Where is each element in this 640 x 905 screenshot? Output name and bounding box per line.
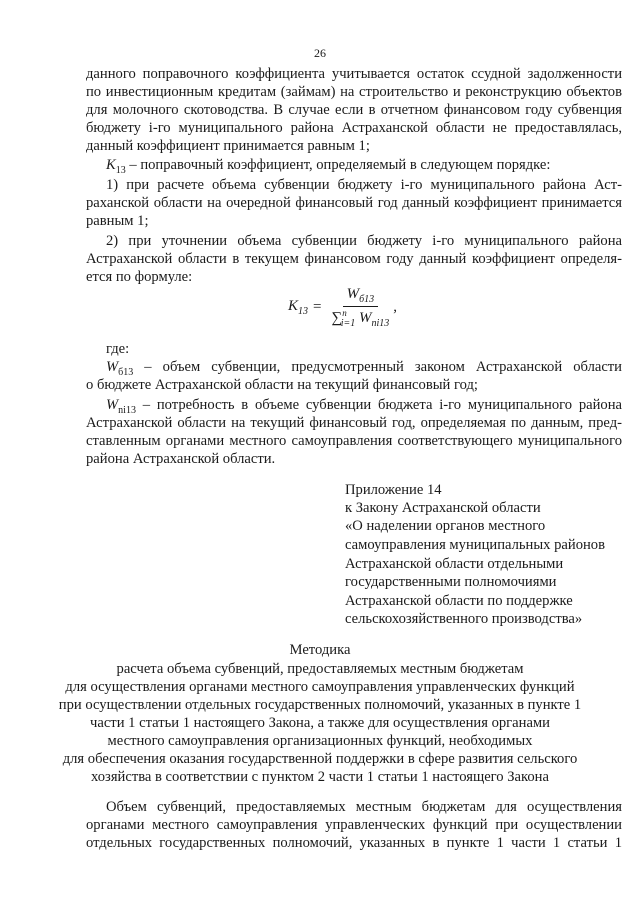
para1-line: для молочного скотоводства. В случае если в отчетном финансовом году субвенция <box>86 102 622 118</box>
formula-lhs: $K_{13}$ <box>288 298 309 317</box>
formula-equals: = <box>313 299 322 315</box>
appendix-line: Астраханской области отдельными <box>345 556 564 572</box>
final-para-line: отдельных государственных полномочий, указанных в пункте 1 части 1 статьи 1 <box>86 835 622 851</box>
item2-line: Астраханской области в текущем финансовом году данный коэффициент определя- <box>86 251 622 267</box>
method-title: Методика <box>289 642 351 658</box>
final-para-line: органами местного самоуправления управленческих функций при осуществлении <box>86 817 622 833</box>
k13-sub: 13 <box>115 164 126 176</box>
formula-fraction <box>327 286 393 329</box>
w2-line: ставленным органами местного самоуправления соответствующего муниципального <box>86 433 622 449</box>
item2-line: 2) при уточнении объема субвенции бюджету i-го муниципального района <box>106 233 622 249</box>
w2-line: района Астраханской области. <box>86 451 276 467</box>
page-number: 26 <box>314 46 326 60</box>
w1-line: о бюджете Астраханской области на текущий финансовый год; <box>86 377 478 393</box>
para1-line: данного поправочного коэффициента учитывается остаток ссудной задолженности <box>86 66 622 82</box>
final-para-line: Объем субвенций, предоставляемых местным бюджетам для осуществления <box>106 799 622 815</box>
w2-line: Астраханской области на текущий финансовый год, определяемая по данным, пред- <box>86 415 622 431</box>
para1-line: по инвестиционным кредитам (займам) на строительство и реконструкцию объектов <box>86 84 622 100</box>
k13-def-text: – поправочный коэффициент, определяемый в следующем порядке: <box>125 157 551 173</box>
formula-denominator: ∑$^n_{i=1}$ $W_{ni13}$ <box>331 308 390 329</box>
method-subtitle-line: для осуществления органами местного самоуправления управленческих функций <box>65 679 575 695</box>
item1-line: равным 1; <box>86 213 149 229</box>
item1-line: раханской области на очередной финансовый год данный коэффициент принимается <box>86 195 622 211</box>
appendix-line: государственными полномочиями <box>345 574 557 590</box>
method-subtitle-line: при осуществлении отдельных государственных полномочий, указанных в пункте 1 <box>58 697 582 713</box>
method-subtitle-line: расчета объема субвенций, предоставляемых местным бюджетам <box>116 661 524 677</box>
method-subtitle-line: для обеспечения оказания государственной поддержки в сфере развития сельского <box>62 751 578 767</box>
para1-line: данный коэффициент принимается равным 1; <box>86 138 370 154</box>
method-subtitle-line: местного самоуправления организационных функций, необходимых <box>107 733 533 749</box>
item2-line: ется по формуле: <box>86 269 193 285</box>
appendix-line: Приложение 14 <box>345 482 442 498</box>
appendix-line: Астраханской области по поддержке <box>345 593 573 609</box>
w2-definition: $W_{ni13}$ – потребность в объеме субвенции бюджета i-го муниципального района <box>106 397 622 416</box>
appendix-line: к Закону Астраханской области <box>345 500 541 516</box>
formula-numerator: $W_{б13}$ <box>343 286 379 307</box>
w1-definition: $W_{б13}$ – объем субвенции, предусмотренный законом Астраханской области <box>106 359 622 378</box>
formula <box>288 286 397 329</box>
item1-line: 1) при расчете объема субвенции бюджету i-го муниципального района Аст- <box>106 177 622 193</box>
method-subtitle-line: хозяйства в соответствии с пунктом 2 части 1 статьи 1 настоящего Закона <box>91 769 549 785</box>
appendix-line: самоуправления муниципальных районов <box>345 537 605 553</box>
appendix-line: «О наделении органов местного <box>345 518 546 534</box>
where-label: где: <box>106 341 130 357</box>
method-subtitle-line: части 1 статьи 1 настоящего Закона, а также для осуществления органами <box>90 715 550 731</box>
k13-symbol: K <box>106 157 116 173</box>
para1-line: бюджету i-го муниципального района Астраханской области не предоставлялась, <box>86 120 622 136</box>
formula-tail: , <box>393 299 397 315</box>
appendix-line: сельскохозяйственного производства» <box>345 611 583 627</box>
